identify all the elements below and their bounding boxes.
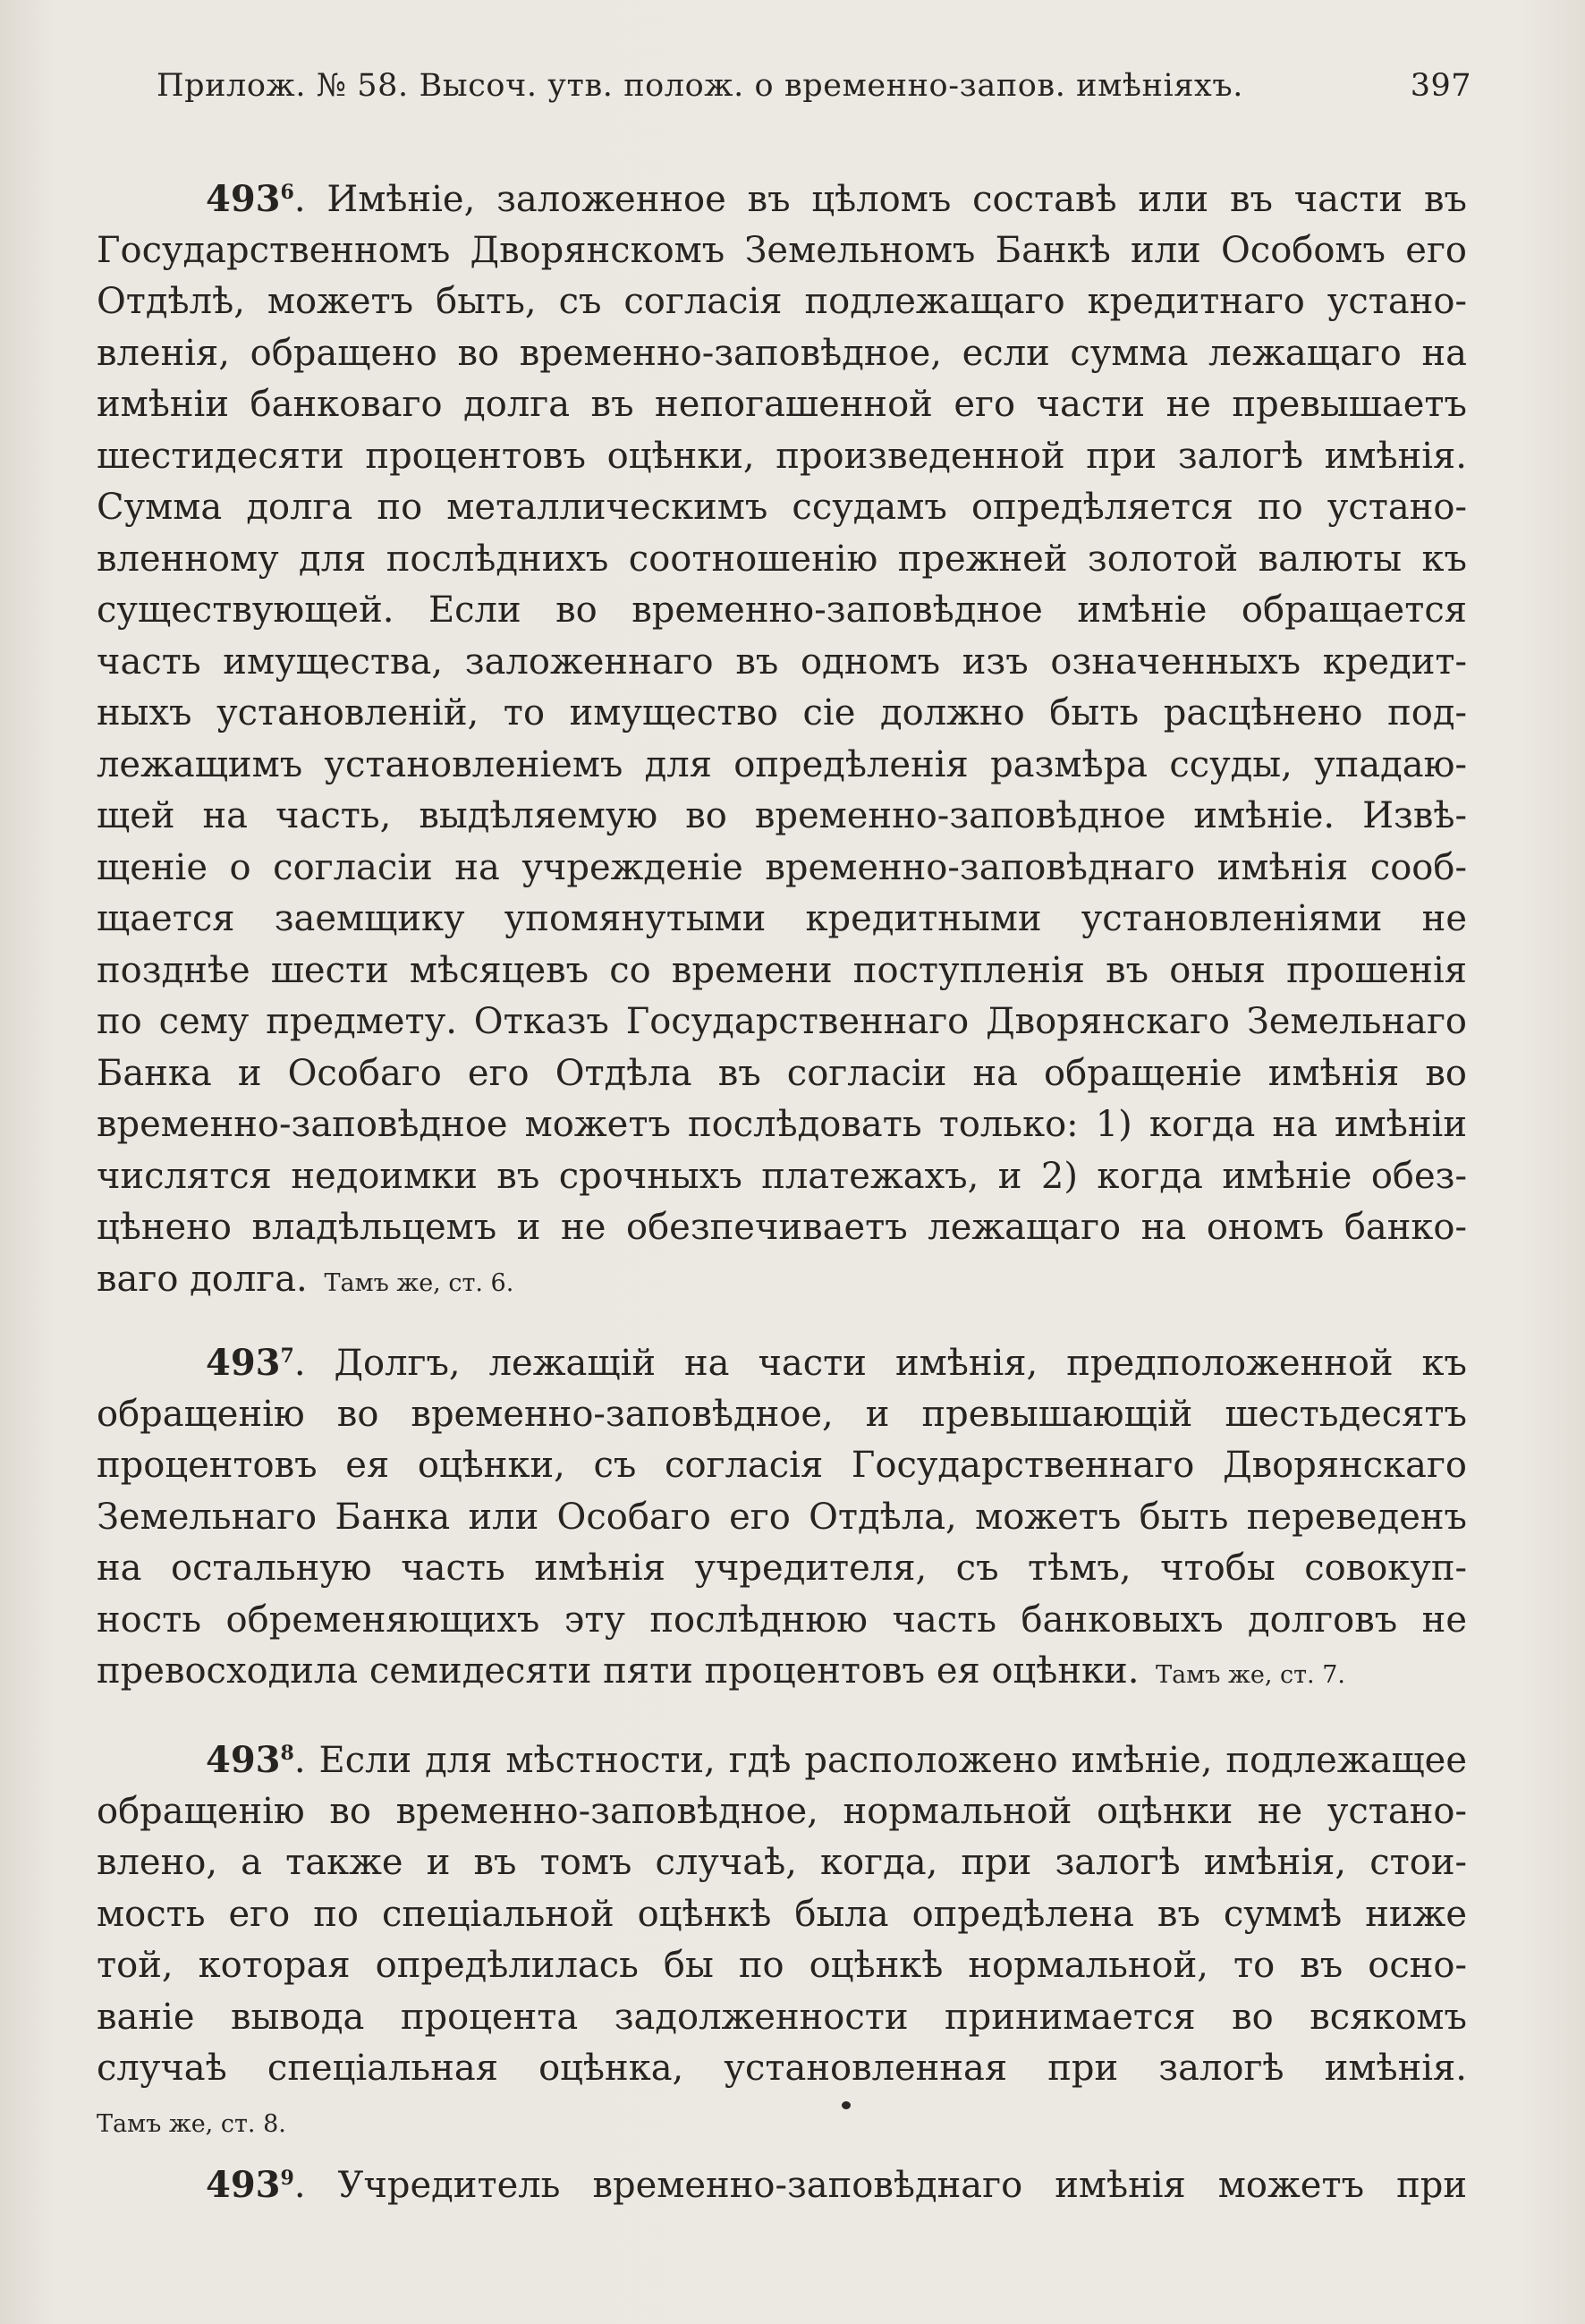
article-number: $493^8$ bbox=[206, 1739, 294, 1781]
text-line: Банка и Особаго его Отдѣла въ согласіи на обращеніе имѣнія во bbox=[97, 1052, 1467, 1094]
article-493-9 bbox=[97, 2159, 1467, 2211]
text-line: шестидесяти процентовъ оцѣнки, произведенной при залогѣ имѣнія. bbox=[97, 435, 1467, 477]
text-line: случаѣ спеціальная оцѣнка, установленная при залогѣ имѣнія. bbox=[97, 2048, 1467, 2089]
text-line: Сумма долга по металлическимъ ссудамъ опредѣляется по устано- bbox=[97, 487, 1467, 528]
text-line: щается заемщику упомянутыми кредитными установленіями не bbox=[97, 898, 1467, 939]
text-line: часть имущества, заложеннаго въ одномъ изъ означенныхъ кредит- bbox=[97, 640, 1467, 683]
ink-speck bbox=[842, 2101, 851, 2109]
text-line: ваніе вывода процента задолженности принимается во всякомъ bbox=[97, 1996, 1467, 2038]
text-line: временно-заповѣдное можетъ послѣдовать только: 1) когда на имѣніи bbox=[97, 1104, 1467, 1145]
text-line: процентовъ ея оцѣнки, съ согласія Государственнаго Дворянскаго bbox=[97, 1445, 1467, 1486]
text-line: Земельнаго Банка или Особаго его Отдѣла, можетъ быть переведенъ bbox=[97, 1496, 1467, 1538]
text-line: ваго долга. Тамъ же, ст. 6. bbox=[97, 1258, 514, 1300]
text-line: Государственномъ Дворянскомъ Земельномъ Банкѣ или Особомъ его bbox=[97, 229, 1467, 271]
text-line: ныхъ установленій, то имущество сіе должно быть расцѣнено под- bbox=[97, 692, 1467, 734]
text-line: вленному для послѣднихъ соотношенію прежней золотой валюты къ bbox=[97, 538, 1467, 580]
article-number: $493^7$ bbox=[206, 1342, 294, 1384]
source-citation: Тамъ же, ст. 8. bbox=[97, 2109, 286, 2138]
text-line: обращенію во временно-заповѣдное, и превышающій шестьдесятъ bbox=[97, 1393, 1467, 1435]
text-line: на остальную часть имѣнія учредителя, съ тѣмъ, чтобы совокуп- bbox=[97, 1548, 1467, 1589]
text-line: влено, а также и въ томъ случаѣ, когда, при залогѣ имѣнія, стои- bbox=[97, 1842, 1467, 1883]
text-line: щеніе о согласіи на учрежденіе временно-заповѣднаго имѣнія сооб- bbox=[97, 846, 1467, 888]
text-line: мость его по спеціальной оцѣнкѣ была опредѣлена въ суммѣ ниже bbox=[97, 1893, 1467, 1935]
text-line: лежащимъ установленіемъ для опредѣленія размѣра ссуды, упадаю- bbox=[97, 743, 1467, 785]
text-line: Отдѣлѣ, можетъ быть, съ согласія подлежащаго кредитнаго устано- bbox=[97, 281, 1467, 322]
text-line: существующей. Если во временно-заповѣдное имѣніе обращается bbox=[97, 589, 1467, 631]
text-line: имѣніи банковаго долга въ непогашенной его части не превышаетъ bbox=[97, 384, 1467, 425]
text-line: вленія, обращено во временно-заповѣдное, если сумма лежащаго на bbox=[97, 332, 1467, 374]
source-citation: Тамъ же, ст. 7. bbox=[1156, 1661, 1345, 1689]
article-first-line: $493^6$. Имѣніе, заложенное въ цѣломъ составѣ или въ части въ bbox=[206, 178, 1467, 220]
text-line: той, которая опредѣлилась бы по оцѣнкѣ нормальной, то въ осно- bbox=[97, 1945, 1467, 1986]
article-493-6 bbox=[97, 174, 1467, 1305]
page-number: 397 bbox=[1410, 68, 1471, 104]
text-line: цѣнено владѣльцемъ и не обезпечиваетъ лежащаго на ономъ банко- bbox=[97, 1207, 1467, 1248]
article-first-line: $493^8$. Если для мѣстности, гдѣ расположено имѣніе, подлежащее bbox=[206, 1739, 1467, 1781]
source-citation: Тамъ же, ст. 6. bbox=[324, 1268, 514, 1297]
header-title: Прилож. № 58. Высоч. утв. полож. о временно-запов. имѣніяхъ. bbox=[157, 68, 1243, 104]
article-first-line: $493^7$. Долгъ, лежащій на части имѣнія, предположенной къ bbox=[206, 1342, 1467, 1384]
text-line: позднѣе шести мѣсяцевъ со времени поступленія въ оныя прошенія bbox=[97, 949, 1467, 991]
text-line: обращенію во временно-заповѣдное, нормальной оцѣнки не устано- bbox=[97, 1790, 1467, 1832]
text-line: по сему предмету. Отказъ Государственнаго Дворянскаго Земельнаго bbox=[97, 1001, 1467, 1042]
text-line: ность обременяющихъ эту послѣднюю часть банковыхъ долговъ не bbox=[97, 1599, 1467, 1641]
text-line: числятся недоимки въ срочныхъ платежахъ, и 2) когда имѣніе обез- bbox=[97, 1155, 1467, 1197]
text-line: щей на часть, выдѣляемую во временно-заповѣдное имѣніе. Извѣ- bbox=[97, 795, 1467, 836]
article-493-8 bbox=[97, 1735, 1467, 2146]
text-line: превосходила семидесяти пяти процентовъ ея оцѣнки. Тамъ же, ст. 7. bbox=[97, 1650, 1345, 1692]
running-header bbox=[157, 68, 1471, 104]
text-line bbox=[97, 2095, 1467, 2147]
article-number: $493^9$ bbox=[206, 2164, 294, 2206]
article-493-7 bbox=[97, 1337, 1467, 1698]
article-first-line: $493^9$. Учредитель временно-заповѣднаго имѣнія можетъ при bbox=[206, 2164, 1467, 2206]
article-number: $493^6$ bbox=[206, 178, 294, 220]
